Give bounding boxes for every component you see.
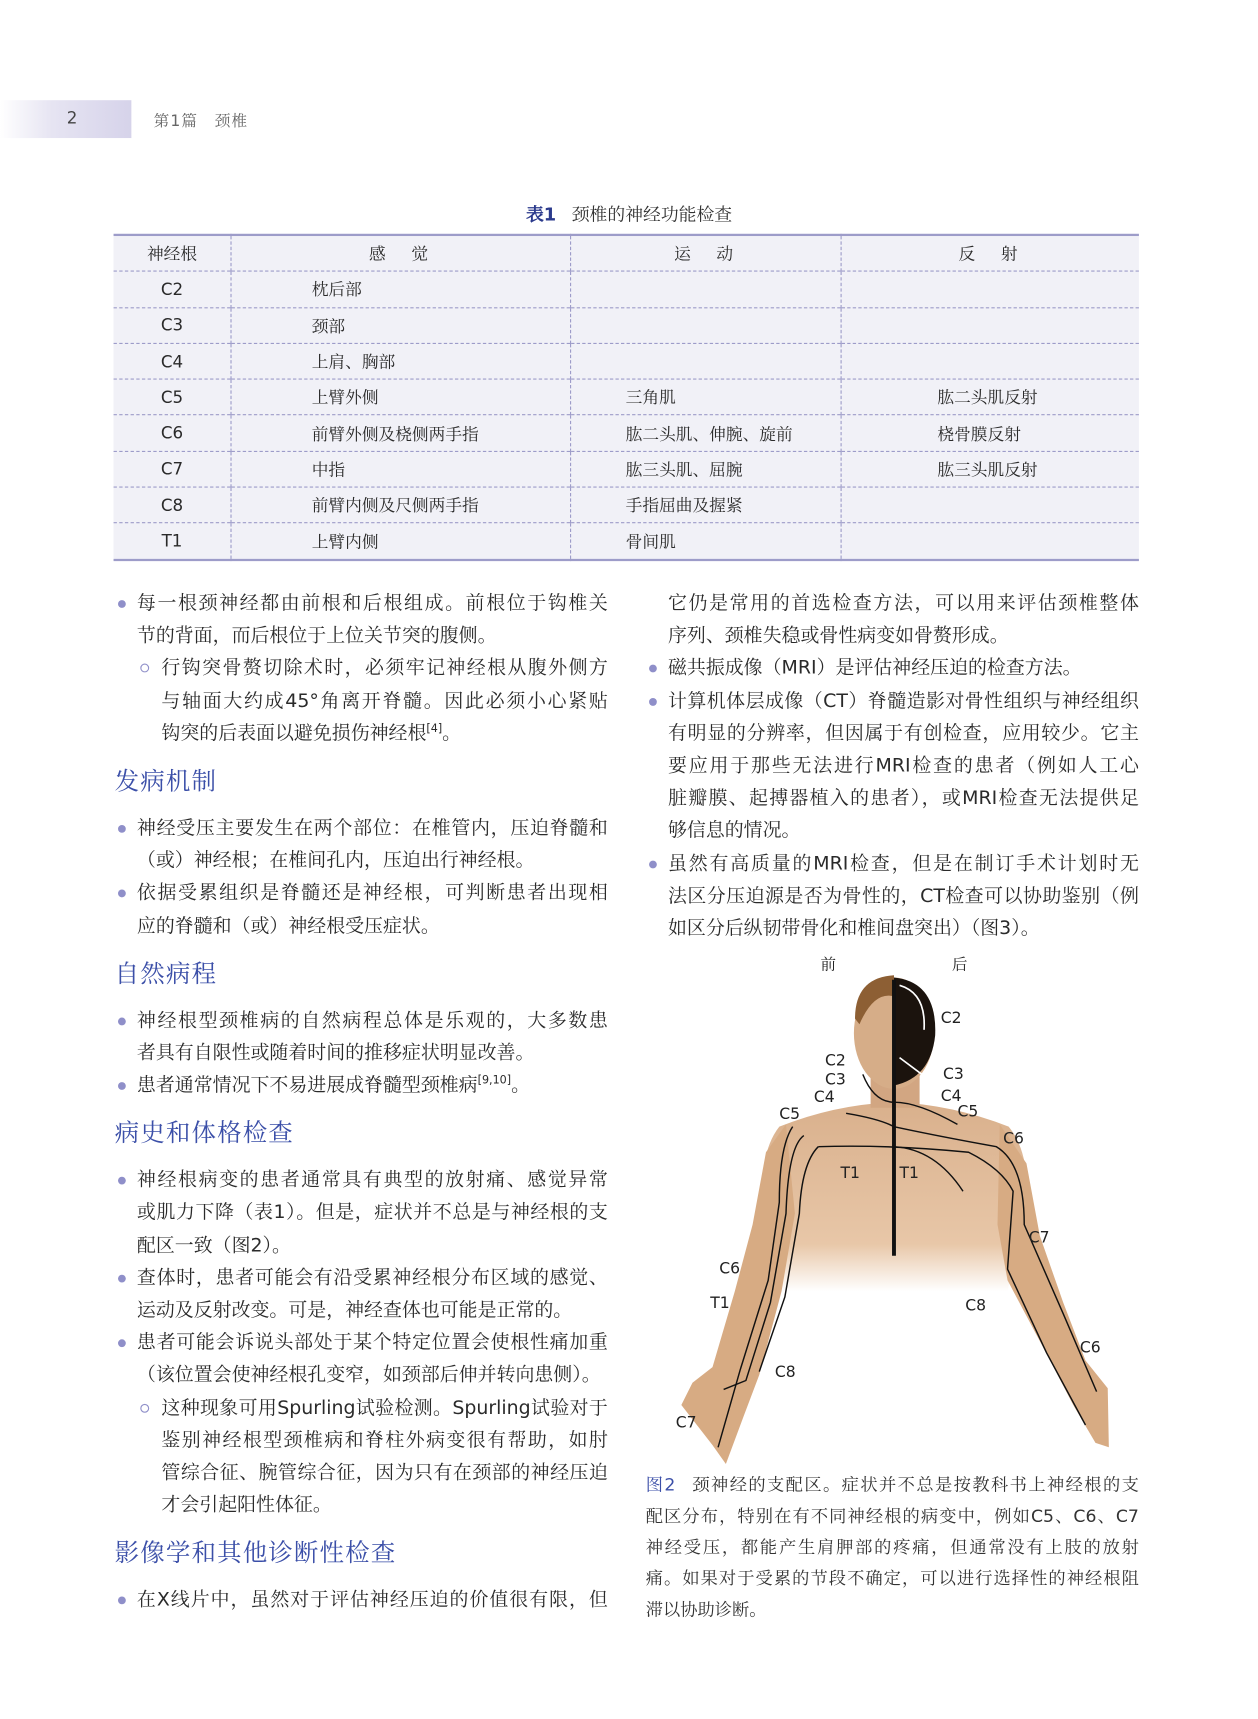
back-label: 后: [951, 955, 968, 974]
cell-reflex: [841, 271, 1139, 307]
left-column: [114, 588, 608, 1617]
label-c5-back: C5: [957, 1102, 979, 1121]
label-c7-back: C7: [1028, 1228, 1050, 1247]
cell-reflex: [841, 343, 1139, 379]
bullet-icon: [118, 1177, 126, 1185]
text-line: 这种现象可用Spurling试验检测。Spurling试验对于: [161, 1396, 608, 1419]
bullet-icon: [118, 1597, 126, 1605]
label-c4-back: C4: [940, 1087, 962, 1106]
bullet-icon: [649, 860, 657, 868]
front-label: 前: [820, 955, 837, 974]
cell-nerve-root: C8: [114, 487, 231, 523]
text-line: 法区分压迫源是否为骨性的，CT检查可以协助鉴别（例: [667, 884, 1139, 907]
text-span: 患者通常情况下不易进展成脊髓型颈椎病: [136, 1074, 478, 1097]
bullet-item: [137, 1165, 608, 1262]
bullet-item: [137, 1262, 608, 1327]
text-line: 配区一致（图2）。: [136, 1234, 291, 1257]
bullet-item: [137, 1070, 608, 1102]
cell-reflex: [841, 487, 1139, 523]
text-line: 序列、颈椎失稳或骨性病变如骨赘形成。: [667, 624, 1009, 648]
bullet-item: [668, 653, 1139, 685]
table-header-row: [114, 235, 1139, 272]
text-line: 才会引起阳性体征。: [161, 1494, 332, 1517]
citation-reference: [4]: [426, 722, 443, 735]
header-nerve-root: 神经根: [146, 243, 198, 265]
header-reflex: 反 射: [841, 235, 1139, 272]
table-row: [114, 343, 1139, 379]
cell-nerve-root: C4: [114, 343, 231, 379]
text-line: [161, 718, 607, 750]
label-c6-back: C6: [1003, 1129, 1024, 1148]
cell-reflex: 桡骨膜反射: [841, 415, 1139, 451]
cell-sensory: 上臂内侧: [231, 523, 571, 560]
table-row: [114, 307, 1139, 343]
cell-sensory: 前臂外侧及桡侧两手指: [231, 415, 571, 451]
cell-nerve-root: C3: [114, 307, 231, 343]
label-c5-front: C5: [779, 1104, 801, 1123]
text-line: [137, 1070, 608, 1102]
continued-paragraph: [668, 588, 1139, 653]
cell-motor: 骨间肌: [571, 523, 842, 560]
bullet-item: [137, 813, 608, 878]
cell-reflex: 肱二头肌反射: [841, 379, 1139, 415]
text-span: 钩突的后表面以避免损伤神经根: [161, 722, 427, 745]
label-c6-front-arm: C6: [719, 1259, 740, 1278]
label-c6-back-arm: C6: [1079, 1338, 1101, 1357]
text-line: （该位置会使神经根孔变窄，如颈部后伸并转向患侧）。: [136, 1364, 601, 1387]
cell-motor: 肱二头肌、伸腕、旋前: [571, 415, 842, 451]
text-span: 。: [511, 1074, 531, 1097]
page-number-tab: [0, 100, 131, 138]
header-motor: 运 动: [571, 235, 842, 272]
cell-motor: 三角肌: [571, 379, 842, 415]
text-line: 配区分布，特别在有不同神经根的病变中，例如C5、C6、C7: [645, 1506, 1139, 1527]
cell-nerve-root: C6: [114, 415, 231, 451]
bullet-item: [668, 685, 1139, 847]
cell-sensory: 中指: [231, 451, 571, 487]
text-line: 在X线片中，虽然对于评估神经压迫的价值很有限，但: [136, 1589, 608, 1612]
text-line: 痛。如果对于受累的节段不确定，可以进行选择性的神经根阻: [645, 1568, 1139, 1589]
text-line: 要应用于那些无法进行MRI检查的患者（例如人工心: [667, 754, 1139, 778]
text-line: 计算机体层成像（CT）脊髓造影对骨性组织与神经组织: [667, 689, 1139, 713]
cell-sensory: 颈部: [231, 307, 571, 343]
cell-reflex: 肱三头肌反射: [841, 451, 1139, 487]
table-row: [114, 523, 1139, 560]
cell-motor: 手指屈曲及握紧: [571, 487, 842, 523]
cell-motor: 肱三头肌、屈腕: [571, 451, 842, 487]
text-line: 神经根型颈椎病的自然病程总体是乐观的，大多数患: [136, 1009, 608, 1032]
text-line: 滞以协助诊断。: [645, 1599, 767, 1620]
text-line: 与轴面大约成45°角离开脊髓。因此必须小心紧贴: [161, 689, 608, 713]
text-line: 神经根病变的患者通常具有典型的放射痛、感觉异常: [136, 1169, 608, 1192]
bullet-item: [137, 588, 608, 653]
text-line: 运动及反射改变。可是，神经查体也可能是正常的。: [136, 1299, 573, 1322]
body-illustration: [681, 975, 1109, 1464]
cell-sensory: 上肩、胸部: [231, 343, 571, 379]
text-line: 或肌力下降（表1）。但是，症状并不总是与神经根的支: [136, 1201, 608, 1225]
text-span: 颈神经的支配区。症状并不总是按教科书上神经根的支: [690, 1475, 1139, 1496]
sub-bullet-item: [161, 653, 607, 750]
text-line: 如区分后纵韧带骨化和椎间盘突出）（图3）。: [667, 917, 1040, 940]
text-line: 有明显的分辨率，但因属于有创检查，应用较少。它主: [667, 722, 1139, 745]
section-heading: 病史和体格检查: [114, 1120, 294, 1149]
bullet-item: [137, 1327, 608, 1392]
bullet-icon: [118, 890, 126, 898]
table-row: [114, 379, 1139, 415]
figure-label: 图2: [645, 1475, 676, 1496]
text-line: 它仍是常用的首选检查方法，可以用来评估颈椎整体: [667, 592, 1139, 615]
label-t1-back: T1: [899, 1163, 919, 1182]
label-c3-back: C3: [942, 1064, 964, 1083]
text-line: 患者可能会诉说头部处于某个特定位置会使根性痛加重: [136, 1331, 608, 1354]
dermatome-figure: [657, 946, 1147, 1469]
text-line: 应的脊髓和（或）神经根受压症状。: [136, 914, 440, 937]
label-t1-front: T1: [840, 1163, 860, 1182]
text-line: 够信息的情况。: [667, 819, 801, 843]
text-line: 磁共振成像（MRI）是评估神经压迫的检查方法。: [667, 657, 1082, 680]
text-line: 依据受累组织是脊髓还是神经根，可判断患者出现相: [136, 882, 608, 905]
label-t1-front-arm: T1: [710, 1294, 730, 1313]
label-c8-back-arm: C8: [965, 1296, 987, 1315]
label-c2-front: C2: [824, 1051, 846, 1070]
table-row: [114, 415, 1139, 451]
text-line: [646, 1470, 1139, 1501]
table-row: [114, 487, 1139, 523]
table-title: 颈椎的神经功能检查: [571, 203, 733, 225]
cell-reflex: [841, 307, 1139, 343]
cell-nerve-root: C2: [114, 271, 231, 307]
text-span: 。: [442, 722, 462, 745]
text-line: 脏瓣膜、起搏器植入的患者），或MRI检查无法提供足: [667, 787, 1139, 810]
text-line: 查体时，患者可能会有沿受累神经根分布区域的感觉、: [136, 1266, 608, 1289]
text-line: 行钩突骨赘切除术时，必须牢记神经根从腹外侧方: [161, 657, 608, 680]
cell-nerve-root: T1: [114, 523, 231, 560]
cell-motor: [571, 343, 842, 379]
cell-sensory: 上臂外侧: [231, 379, 571, 415]
text-line: 鉴别神经根型颈椎病和脊柱外病变很有帮助，如肘: [161, 1429, 608, 1452]
label-c8-front-arm: C8: [774, 1363, 796, 1382]
bullet-item: [668, 848, 1139, 945]
bullet-icon: [118, 1017, 126, 1025]
cell-sensory: 前臂内侧及尺侧两手指: [231, 487, 571, 523]
label-c2-back: C2: [940, 1009, 962, 1028]
bullet-item: [137, 1005, 608, 1070]
bullet-icon: [118, 825, 126, 833]
section-heading: 自然病程: [114, 960, 218, 989]
text-line: （或）神经根；在椎间孔内，压迫出行神经根。: [136, 849, 535, 872]
table-caption: [0, 200, 1258, 226]
section-heading: 发病机制: [114, 768, 218, 796]
table-row: [114, 271, 1139, 307]
label-c4-front: C4: [813, 1088, 835, 1107]
right-column: [668, 588, 1139, 945]
bullet-icon: [649, 665, 657, 673]
cell-reflex: [841, 523, 1139, 560]
bullet-icon: [649, 698, 657, 706]
text-line: 每一根颈神经都由前根和后根组成。前根位于钩椎关: [136, 592, 608, 615]
bullet-item: [137, 878, 608, 943]
text-line: 管综合征、腕管综合征，因为只有在颈部的神经压迫: [161, 1461, 608, 1484]
text-line: 神经受压主要发生在两个部位：在椎管内，压迫脊髓和: [136, 817, 608, 840]
page-number: 2: [66, 107, 78, 129]
text-line: 神经受压，都能产生肩胛部的疼痛，但通常没有上肢的放射: [645, 1537, 1139, 1558]
label-c7-front-hand: C7: [675, 1413, 697, 1432]
label-c3-front: C3: [824, 1070, 846, 1089]
cell-motor: [571, 271, 842, 307]
cell-sensory: 枕后部: [231, 271, 571, 307]
cell-motor: [571, 307, 842, 343]
text-line: 者具有自限性或随着时间的推移症状明显改善。: [136, 1041, 535, 1065]
hollow-bullet-icon: [140, 664, 149, 673]
section-heading: 影像学和其他诊断性检查: [114, 1540, 397, 1568]
bullet-item: [137, 1585, 608, 1617]
header-sensory: 感 觉: [231, 235, 571, 272]
bullet-icon: [118, 600, 126, 608]
text-line: 节的背面，而后根位于上位关节突的腹侧。: [136, 624, 497, 648]
citation-reference: [9,10]: [477, 1074, 512, 1088]
cell-nerve-root: C5: [114, 379, 231, 415]
hollow-bullet-icon: [140, 1403, 149, 1412]
bullet-icon: [118, 1275, 126, 1283]
sub-bullet-item: [161, 1392, 607, 1522]
running-title: 第1篇 颈椎: [153, 112, 249, 131]
text-line: 虽然有高质量的MRI检查，但是在制订手术计划时无: [667, 852, 1139, 875]
table-row: [114, 451, 1139, 487]
table-label: 表1: [525, 203, 557, 225]
cell-nerve-root: C7: [114, 451, 231, 487]
nerve-function-table: [114, 234, 1139, 561]
bullet-icon: [118, 1082, 126, 1090]
figure-caption: [646, 1470, 1139, 1626]
bullet-icon: [118, 1340, 126, 1348]
